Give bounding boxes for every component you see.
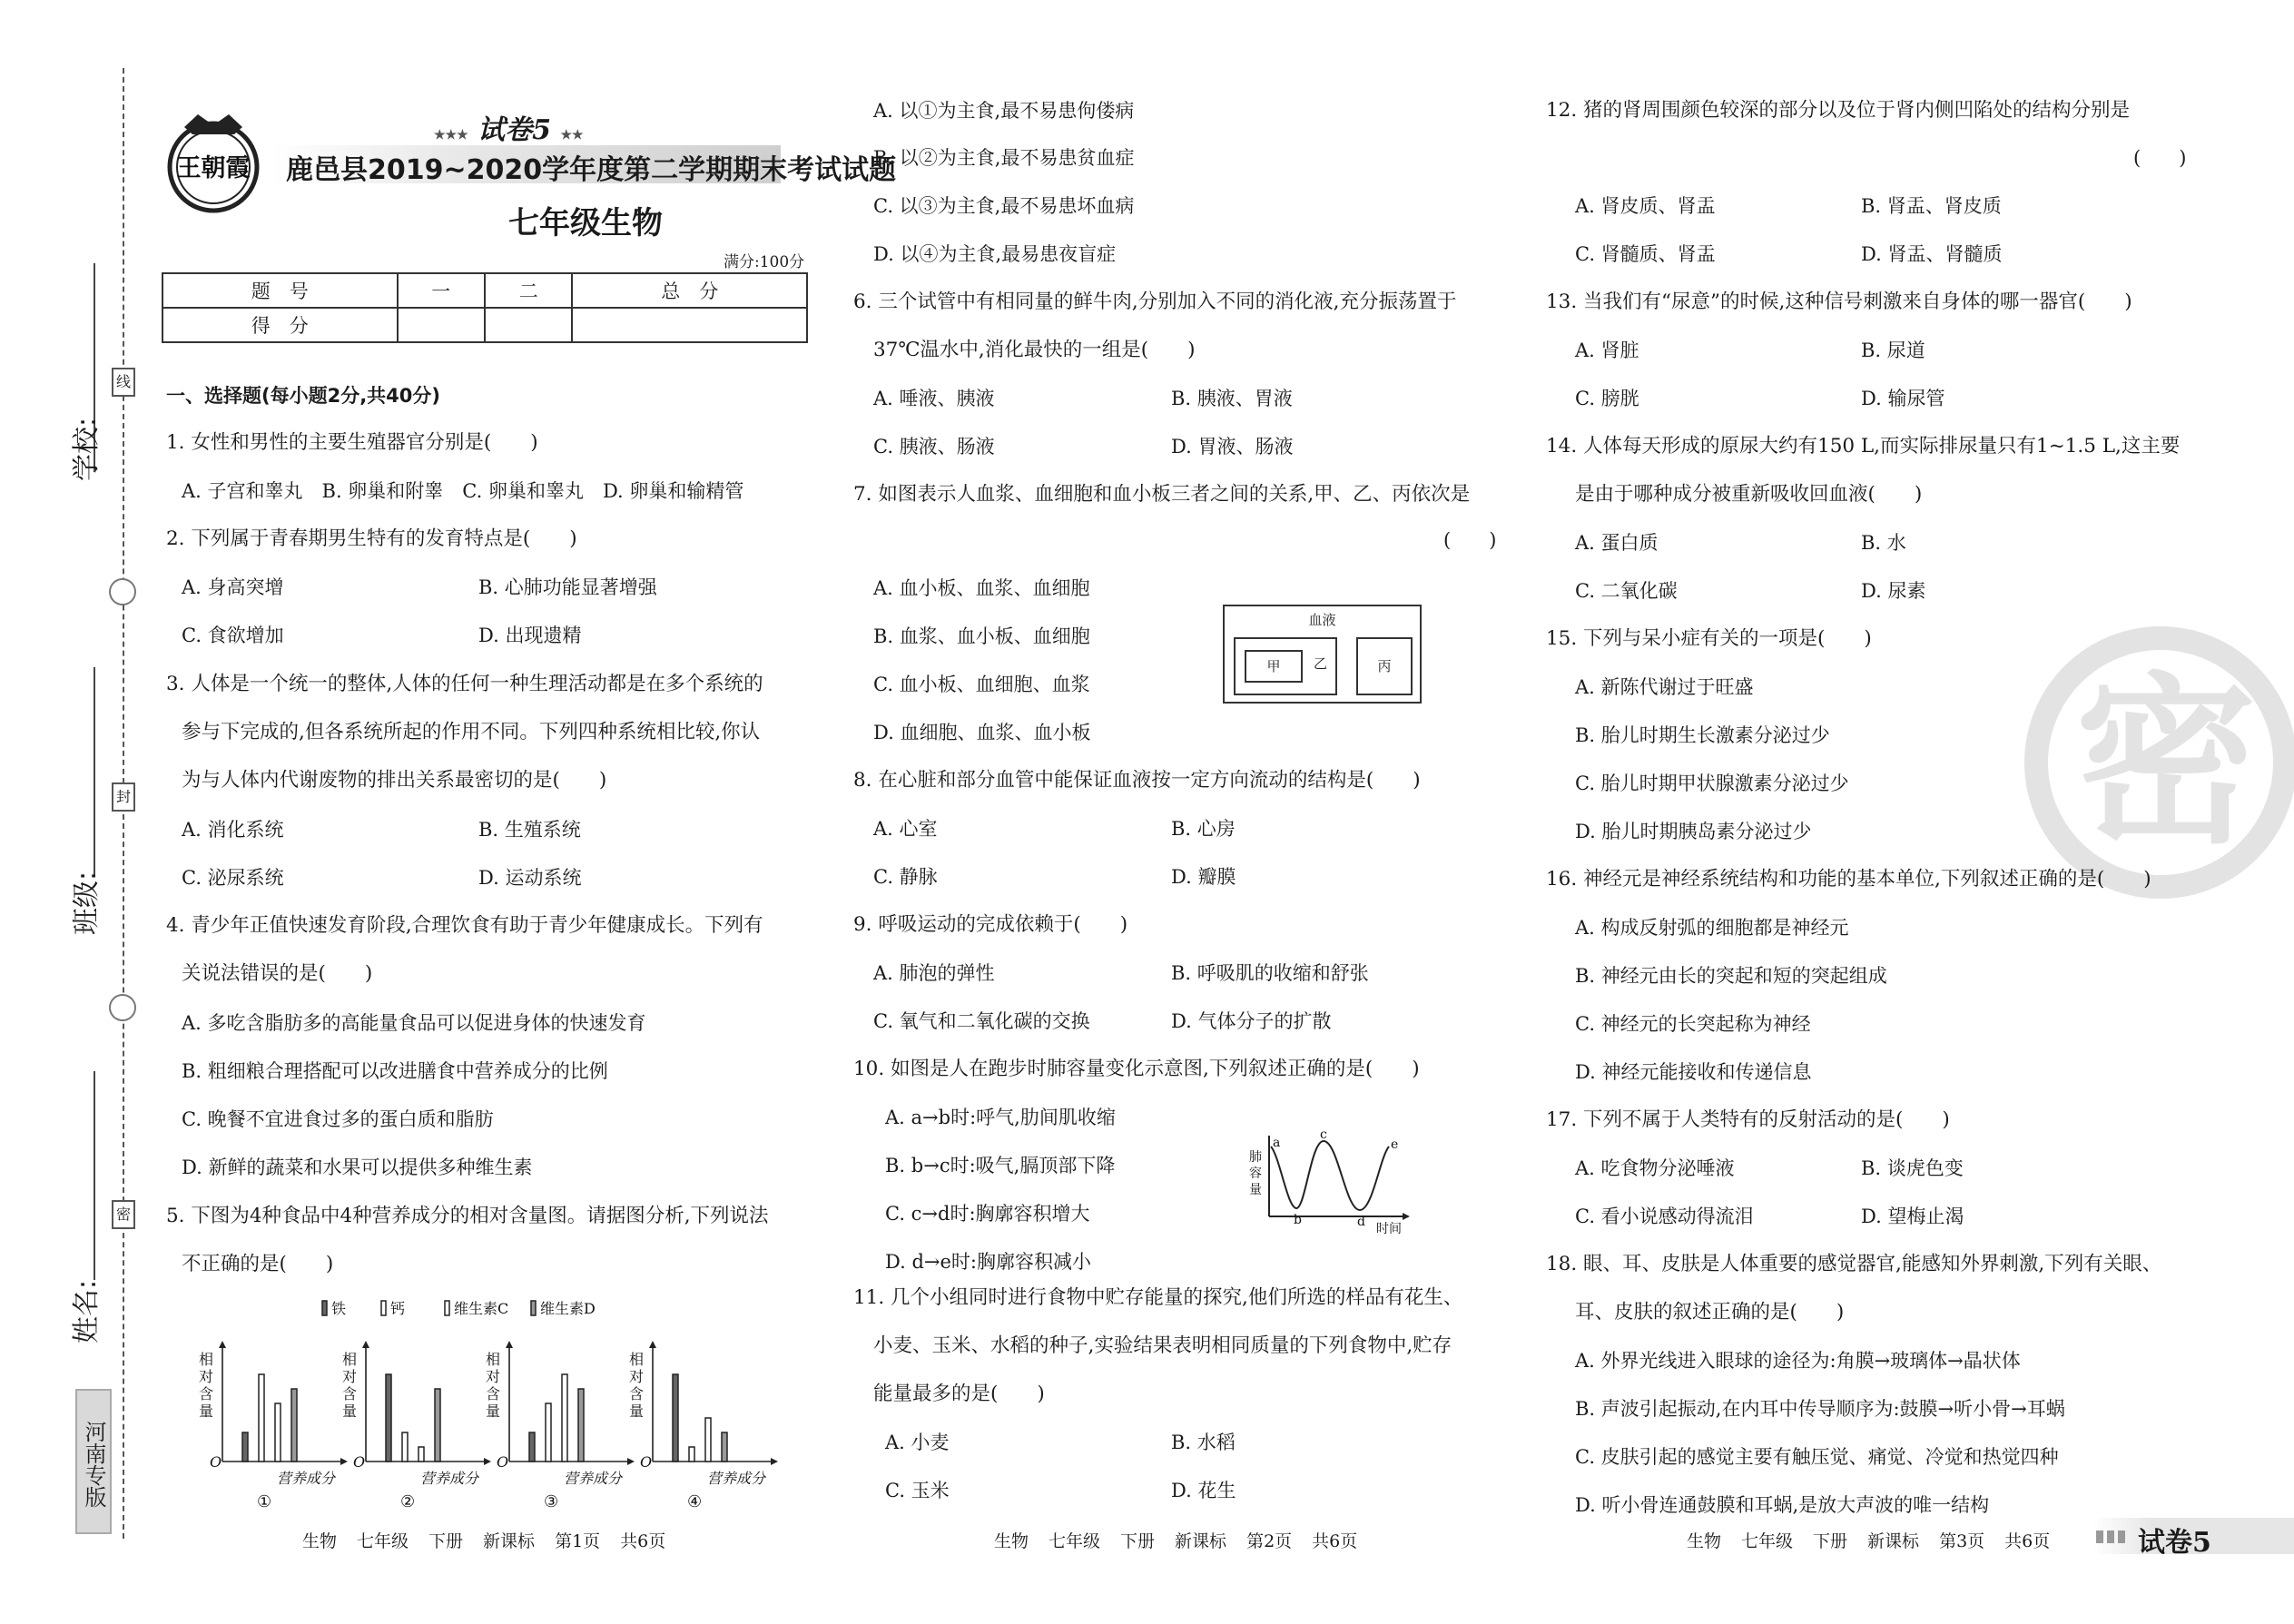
chart-xlabel: 营养成分	[564, 1470, 623, 1487]
question-5-cont: 不正确的是( )	[182, 1253, 334, 1275]
chart-panel-label: ②	[400, 1492, 416, 1511]
region-badge: 河南专版	[75, 1389, 112, 1534]
q6-option-d: D. 胃液、肠液	[1171, 436, 1294, 458]
legend-swatch	[381, 1301, 386, 1315]
chart-axis-arrow	[484, 1458, 491, 1465]
q14-option-c: C. 二氧化碳	[1575, 580, 1678, 602]
question-4-cont: 关说法错误的是( )	[182, 962, 373, 985]
q17-option-d: D. 望梅止渴	[1861, 1206, 1964, 1227]
q12-paren: ( )	[2133, 147, 2187, 169]
q13-option-b: B. 尿道	[1861, 340, 1925, 361]
q9-option-a: A. 肺泡的弹性	[873, 962, 995, 984]
score-table-cell[interactable]	[485, 308, 572, 342]
score-table-row	[162, 273, 807, 308]
q11-option-b: B. 水稻	[1171, 1432, 1236, 1453]
q9-option-b: B. 呼吸肌的收缩和舒张	[1171, 962, 1369, 984]
question-17: 17. 下列不属于人类特有的反射活动的是( )	[1546, 1108, 1950, 1131]
chart-axis-arrow	[506, 1341, 513, 1348]
chart-ylabel: 量	[629, 1403, 645, 1420]
q2-option-d: D. 出现遗精	[478, 625, 582, 646]
legend-swatch	[531, 1301, 536, 1315]
seal-mark-secret: 密	[112, 1200, 135, 1229]
q7-option-c: C. 血小板、血细胞、血浆	[873, 674, 1090, 695]
q2-option-c: C. 食欲增加	[182, 625, 284, 646]
binding-hole-bottom	[109, 994, 136, 1021]
curve-point-c: c	[1320, 1130, 1327, 1142]
q15-option-a: A. 新陈代谢过于旺盛	[1575, 676, 1754, 698]
score-table-cell[interactable]	[572, 308, 807, 342]
q1-options: A. 子宫和睾丸 B. 卵巢和附睾 C. 卵巢和睾丸 D. 卵巢和输精管	[182, 480, 744, 502]
question-4: 4. 青少年正值快速发育阶段,合理饮食有助于青少年健康成长。下列有	[166, 914, 763, 937]
chart-xlabel: 营养成分	[277, 1470, 336, 1487]
chart-bar	[291, 1389, 297, 1462]
blood-box-bing: 丙	[1356, 637, 1413, 695]
lung-xlabel: 时间	[1376, 1222, 1402, 1235]
q7-paren: ( )	[1443, 529, 1497, 551]
chart-origin: O	[210, 1453, 222, 1471]
chart-axis-arrow	[771, 1458, 778, 1465]
legend-label: 维生素D	[540, 1300, 596, 1317]
chart-ylabel: 量	[486, 1403, 501, 1420]
binding-hole-top	[109, 578, 136, 605]
chart-ylabel: 对	[342, 1368, 358, 1385]
q12-option-c: C. 肾髓质、肾盂	[1575, 243, 1716, 265]
corner-badge	[2092, 1518, 2294, 1559]
logo	[162, 107, 266, 214]
q10-option-d: D. d→e时:胸廓容积减小	[885, 1251, 1091, 1273]
seal-mark-seal: 封	[112, 782, 135, 812]
q3-option-a: A. 消化系统	[182, 819, 284, 841]
legend-label: 铁	[331, 1300, 347, 1317]
curve-point-b: b	[1294, 1213, 1302, 1227]
chart-bar	[418, 1447, 424, 1462]
q15-option-b: B. 胎儿时期生长激素分泌过少	[1575, 724, 1830, 746]
chart-axis-arrow	[627, 1458, 635, 1465]
question-12: 12. 猪的肾周围颜色较深的部分以及位于肾内侧凹陷处的结构分别是	[1546, 99, 2131, 122]
question-2: 2. 下列属于青春期男生特有的发育特点是( )	[166, 527, 577, 550]
curve-point-a: a	[1273, 1136, 1281, 1150]
question-5: 5. 下图为4种食品中4种营养成分的相对含量图。请据图分析,下列说法	[166, 1205, 769, 1227]
secret-watermark	[2024, 626, 2294, 899]
q8-option-d: D. 瓣膜	[1171, 866, 1236, 888]
chart-bar	[242, 1432, 248, 1462]
question-14: 14. 人体每天形成的原尿大约有150 L,而实际排尿量只有1~1.5 L,这主要	[1546, 435, 2181, 458]
exam-title: 鹿邑县2019~2020学年度第二学期期末考试试题	[286, 154, 897, 186]
section-heading: 一、选择题(每小题2分,共40分)	[166, 385, 441, 407]
q4-option-d: D. 新鲜的蔬菜和水果可以提供多种维生素	[182, 1156, 533, 1178]
score-table-cell: 题 号	[162, 273, 398, 308]
q4-option-c: C. 晚餐不宜进食过多的蛋白质和脂肪	[182, 1108, 494, 1130]
legend-swatch	[322, 1301, 327, 1315]
q10-option-c: C. c→d时:胸廓容积增大	[885, 1203, 1090, 1225]
score-table	[162, 272, 808, 343]
q5-option-d: D. 以④为主食,最易患夜盲症	[873, 243, 1117, 265]
q3-option-d: D. 运动系统	[478, 867, 582, 889]
chart-ylabel: 相	[342, 1351, 358, 1368]
q5-option-b: B. 以②为主食,最不易患贫血症	[873, 147, 1135, 169]
chart-ylabel: 量	[342, 1403, 358, 1420]
chart-axis-arrow	[340, 1458, 348, 1465]
chart-bar	[386, 1374, 391, 1462]
q16-option-d: D. 神经元能接收和传递信息	[1575, 1061, 1812, 1083]
q12-option-a: A. 肾皮质、肾盂	[1575, 195, 1716, 217]
q16-option-a: A. 构成反射弧的细胞都是神经元	[1575, 917, 1849, 939]
q9-option-d: D. 气体分子的扩散	[1171, 1010, 1332, 1032]
lung-ylabel-1: 肺	[1249, 1150, 1262, 1165]
question-6: 6. 三个试管中有相同量的鲜牛肉,分别加入不同的消化液,充分振荡置于	[853, 290, 1457, 313]
question-3-cont: 参与下完成的,但各系统所起的作用不同。下列四种系统相比较,你认	[182, 721, 761, 743]
q15-option-d: D. 胎儿时期胰岛素分泌过少	[1575, 821, 1812, 842]
q3-option-c: C. 泌尿系统	[182, 867, 284, 889]
watermark-glyph: 密	[2075, 657, 2258, 869]
chart-bar	[546, 1403, 551, 1462]
name-write-line	[94, 1071, 95, 1280]
binding-strip	[0, 0, 154, 1624]
chart-ylabel: 含	[199, 1385, 214, 1403]
chart-panel-label: ③	[544, 1492, 559, 1511]
question-6-cont: 37℃温水中,消化最快的一组是( )	[873, 339, 1196, 361]
q8-option-b: B. 心房	[1171, 818, 1236, 840]
q6-option-c: C. 胰液、肠液	[873, 436, 995, 458]
chart-origin: O	[640, 1453, 653, 1471]
chart-axis-arrow	[362, 1341, 369, 1348]
chart-bar	[435, 1389, 440, 1462]
chart-bar	[562, 1374, 567, 1462]
q3-option-b: B. 生殖系统	[478, 819, 581, 841]
q4-option-a: A. 多吃含脂肪多的高能量食品可以促进身体的快速发育	[182, 1012, 646, 1034]
q14-option-d: D. 尿素	[1861, 580, 1926, 602]
chart-ylabel: 相	[629, 1351, 645, 1368]
q15-option-c: C. 胎儿时期甲状腺激素分泌过少	[1575, 773, 1849, 794]
q11-option-a: A. 小麦	[885, 1432, 950, 1453]
page-footer-2: 生物 七年级 下册 新课标 第2页 共6页	[994, 1531, 1358, 1551]
q16-option-b: B. 神经元由长的突起和短的突起组成	[1575, 965, 1887, 987]
q5-option-c: C. 以③为主食,最不易患坏血病	[873, 195, 1135, 217]
q18-option-a: A. 外界光线进入眼球的途径为:角膜→玻璃体→晶状体	[1575, 1350, 2021, 1372]
chart-origin: O	[497, 1453, 509, 1471]
q16-option-c: C. 神经元的长突起称为神经	[1575, 1013, 1811, 1035]
chart-bar	[578, 1389, 584, 1462]
chart-origin: O	[353, 1453, 366, 1471]
question-7: 7. 如图表示人血浆、血细胞和血小板三者之间的关系,甲、乙、丙依次是	[853, 483, 1471, 506]
q6-option-a: A. 唾液、胰液	[873, 388, 995, 409]
q13-option-d: D. 输尿管	[1861, 388, 1945, 409]
chart-bar	[705, 1418, 711, 1462]
curve-point-e: e	[1391, 1137, 1399, 1152]
question-9: 9. 呼吸运动的完成依赖于( )	[853, 913, 1128, 936]
paper-badge: ★★★ 试卷5 ★★	[434, 114, 584, 146]
q12-option-b: B. 肾盂、肾皮质	[1861, 195, 2002, 217]
q14-option-b: B. 水	[1861, 532, 1906, 554]
q18-option-b: B. 声波引起振动,在内耳中传导顺序为:鼓膜→听小骨→耳蜗	[1575, 1398, 2065, 1420]
corner-squares	[2096, 1530, 2129, 1543]
curve-point-d: d	[1357, 1215, 1365, 1229]
legend-label: 维生素C	[454, 1300, 509, 1317]
blood-label: 血液	[1308, 612, 1336, 628]
chart-xlabel: 营养成分	[707, 1470, 766, 1487]
blood-box-yi	[1234, 637, 1337, 695]
chart-ylabel: 对	[199, 1368, 214, 1385]
chart-panel-label: ④	[687, 1492, 703, 1511]
score-table-cell: 二	[485, 273, 572, 308]
legend-swatch	[445, 1301, 449, 1315]
school-label: 学校:	[71, 417, 103, 481]
question-13: 13. 当我们有“尿意”的时候,这种信号刺激来自身体的哪一器官( )	[1546, 290, 2132, 313]
blood-box-jia: 甲	[1245, 650, 1303, 683]
class-label: 班级:	[71, 871, 103, 935]
chart-ylabel: 对	[629, 1368, 645, 1385]
q17-option-b: B. 谈虎色变	[1861, 1157, 1964, 1179]
q2-option-b: B. 心肺功能显著增强	[478, 576, 657, 598]
chart-ylabel: 相	[199, 1351, 214, 1368]
question-15: 15. 下列与呆小症有关的一项是( )	[1546, 627, 1872, 650]
q2-option-a: A. 身高突增	[182, 576, 284, 598]
nutrient-bar-chart	[195, 1294, 785, 1511]
question-11: 11. 几个小组同时进行食物中贮存能量的探究,他们所选的样品有花生、	[853, 1286, 1463, 1309]
chart-bar	[689, 1447, 694, 1462]
exam-subject: 七年级生物	[508, 205, 663, 241]
q10-option-b: B. b→c时:吸气,膈顶部下降	[885, 1155, 1116, 1176]
question-3: 3. 人体是一个统一的整体,人体的任何一种生理活动都是在多个系统的	[166, 673, 763, 695]
chart-bar	[529, 1432, 535, 1462]
chart-xlabel: 营养成分	[420, 1470, 479, 1487]
full-score: 满分:100分	[724, 253, 805, 271]
class-write-line	[94, 667, 95, 876]
legend-label: 钙	[390, 1300, 406, 1317]
q8-option-c: C. 静脉	[873, 866, 938, 888]
q10-option-a: A. a→b时:呼气,肋间肌收缩	[885, 1107, 1116, 1128]
score-table-row	[162, 308, 807, 342]
q7-option-d: D. 血细胞、血浆、血小板	[873, 722, 1091, 743]
blood-label-yi: 乙	[1314, 655, 1328, 672]
question-18: 18. 眼、耳、皮肤是人体重要的感觉器官,能感知外界刺激,下列有关眼、	[1546, 1253, 2162, 1275]
q11-option-c: C. 玉米	[885, 1480, 950, 1501]
score-table-cell[interactable]	[398, 308, 485, 342]
q5-option-a: A. 以①为主食,最不易患佝偻病	[873, 100, 1135, 122]
page-footer-3: 生物 七年级 下册 新课标 第3页 共6页	[1687, 1531, 2051, 1551]
question-18-cont: 耳、皮肤的叙述正确的是( )	[1575, 1301, 1845, 1324]
score-table-cell: 总 分	[572, 273, 807, 308]
chart-ylabel: 含	[629, 1385, 645, 1403]
seal-mark-line: 线	[112, 368, 135, 397]
chart-axis-arrow	[219, 1341, 226, 1348]
q7-option-b: B. 血浆、血小板、血细胞	[873, 625, 1090, 647]
question-10: 10. 如图是人在跑步时肺容量变化示意图,下列叙述正确的是( )	[853, 1058, 1420, 1080]
chart-ylabel: 相	[486, 1351, 501, 1368]
chart-bar	[722, 1432, 727, 1462]
chart-ylabel: 含	[486, 1385, 501, 1403]
name-label: 姓名:	[71, 1279, 103, 1343]
q11-option-d: D. 花生	[1171, 1480, 1236, 1501]
q12-option-d: D. 肾盂、肾髓质	[1861, 243, 2003, 265]
question-3-cont: 为与人体内代谢废物的排出关系最密切的是( )	[182, 769, 607, 792]
chart-bar	[259, 1374, 264, 1462]
q7-option-a: A. 血小板、血浆、血细胞	[873, 577, 1090, 599]
question-14-cont: 是由于哪种成分被重新吸收回血液( )	[1575, 483, 1923, 506]
score-table-cell: 得 分	[162, 308, 398, 342]
question-8: 8. 在心脏和部分血管中能保证血液按一定方向流动的结构是( )	[853, 769, 1421, 792]
lung-ylabel-3: 量	[1249, 1183, 1262, 1197]
score-table-cell: 一	[398, 273, 485, 308]
chart-ylabel: 含	[342, 1385, 358, 1403]
q17-option-c: C. 看小说感动得流泪	[1575, 1206, 1754, 1227]
q18-option-c: C. 皮肤引起的感觉主要有触压觉、痛觉、冷觉和热觉四种	[1575, 1446, 2059, 1468]
corner-badge-text: 试卷5	[2138, 1527, 2211, 1559]
chart-bar	[275, 1403, 281, 1462]
question-1: 1. 女性和男性的主要生殖器官分别是( )	[166, 431, 538, 454]
q6-option-b: B. 胰液、胃液	[1171, 388, 1293, 409]
q14-option-a: A. 蛋白质	[1575, 532, 1659, 554]
chart-ylabel: 量	[199, 1403, 214, 1420]
chart-bar	[402, 1432, 408, 1462]
q13-option-c: C. 膀胱	[1575, 388, 1639, 409]
q8-option-a: A. 心室	[873, 818, 938, 840]
question-16: 16. 神经元是神经系统结构和功能的基本单位,下列叙述正确的是( )	[1546, 868, 2151, 891]
logo-text: 王朝霞	[176, 154, 251, 182]
chart-bar	[673, 1374, 678, 1462]
question-11-cont: 小麦、玉米、水稻的种子,实验结果表明相同质量的下列食物中,贮存	[873, 1334, 1452, 1357]
page-footer-1: 生物 七年级 下册 新课标 第1页 共6页	[302, 1531, 666, 1551]
blood-diagram	[1223, 605, 1422, 704]
chart-axis-arrow	[649, 1341, 656, 1348]
q17-option-a: A. 吃食物分泌唾液	[1575, 1157, 1735, 1179]
question-11-cont: 能量最多的是( )	[873, 1383, 1045, 1405]
q9-option-c: C. 氧气和二氧化碳的交换	[873, 1010, 1090, 1032]
chart-ylabel: 对	[486, 1368, 501, 1385]
lung-volume-diagram	[1244, 1130, 1416, 1235]
q13-option-a: A. 肾脏	[1575, 340, 1639, 361]
q4-option-b: B. 粗细粮合理搭配可以改进膳食中营养成分的比例	[182, 1060, 608, 1082]
chart-panel-label: ①	[257, 1492, 272, 1511]
q18-option-d: D. 听小骨连通鼓膜和耳蜗,是放大声波的唯一结构	[1575, 1494, 1990, 1516]
lung-ylabel-2: 容	[1249, 1166, 1262, 1181]
